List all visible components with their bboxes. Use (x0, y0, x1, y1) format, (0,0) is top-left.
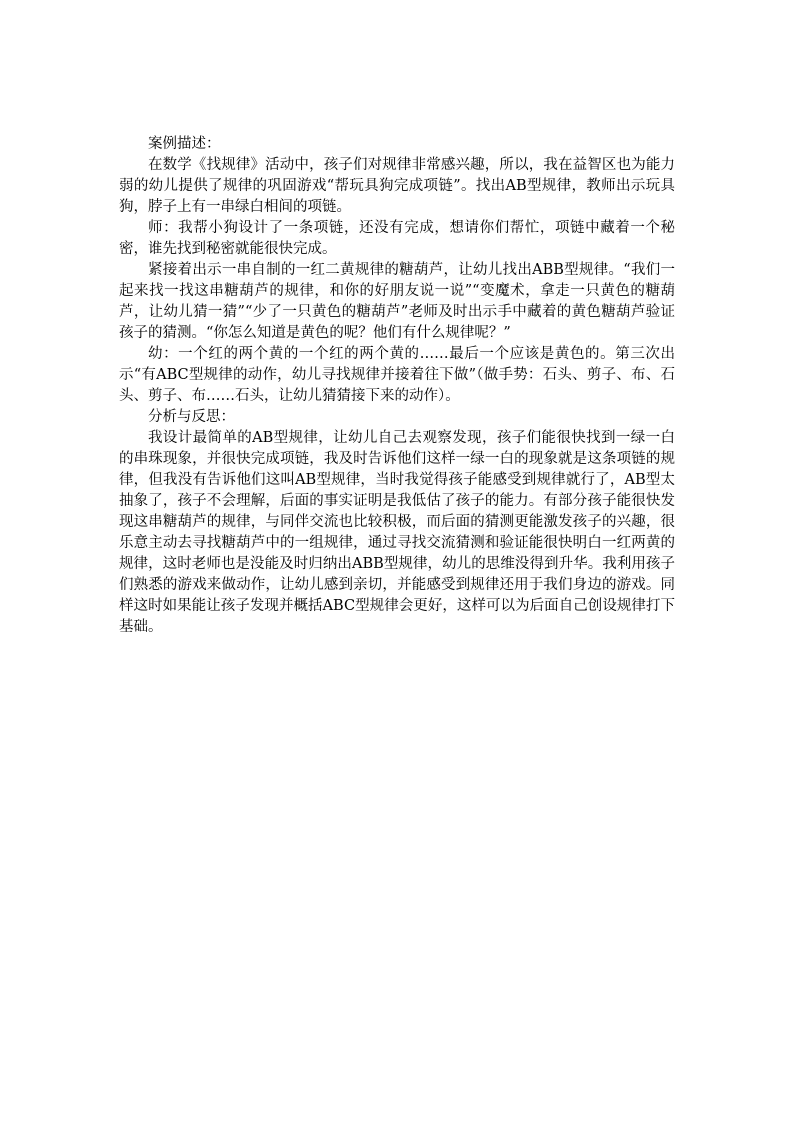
paragraph-candied-haws: 紧接着出示一串自制的一红二黄规律的糖葫芦，让幼儿找出ABB型规律。“我们一起来找一找这串糖葫芦的规律，和你的好朋友说一说”“变魔术，拿走一只黄色的糖葫芦，让幼儿猜一猜”“少了一只黄色的糖葫芦”老师及时出示手中藏着的黄色糖葫芦验证孩子的猜测。“你怎么知道是黄色的呢？他们有什么规律呢？” (119, 262, 675, 341)
paragraph-activity-intro: 在数学《找规律》活动中，孩子们对规律非常感兴趣，所以，我在益智区也为能力弱的幼儿提供了规律的巩固游戏“帮玩具狗完成项链”。找出AB型规律，教师出示玩具狗，脖子上有一串绿白相间的项链。 (119, 157, 675, 215)
section-heading-case-description: 案例描述： (148, 136, 221, 152)
section-heading-analysis: 分析与反思： (148, 409, 235, 425)
document-body (119, 134, 675, 638)
paragraph-teacher-dialogue: 师：我帮小狗设计了一条项链，还没有完成，想请你们帮忙，项链中藏着一个秘密，谁先找到秘密就能很快完成。 (119, 220, 675, 257)
paragraph-reflection: 我设计最简单的AB型规律，让幼儿自己去观察发现，孩子们能很快找到一绿一白的串珠现象，并很快完成项链，我及时告诉他们这样一绿一白的现象就是这条项链的规律，但我没有告诉他们这叫AB型规律，当时我觉得孩子能感受到规律就行了，AB型太抽象了，孩子不会理解，后面的事实证明是我低估了孩子的能力。有部分孩子能很快发现这串糖葫芦的规律，与同伴交流也比较积极，而后面的猜测更能激发孩子的兴趣，很乐意主动去寻找糖葫芦中的一组规律，通过寻找交流猜测和验证能很快明白一红两黄的规律，这时老师也是没能及时归纳出ABB型规律，幼儿的思维没得到升华。我利用孩子们熟悉的游戏来做动作，让幼儿感到亲切，并能感受到规律还用于我们身边的游戏。同样这时如果能让孩子发现并概括ABC型规律会更好，这样可以为后面自己创设规律打下基础。 (119, 430, 675, 635)
paragraph-child-response: 幼：一个红的两个黄的一个红的两个黄的……最后一个应该是黄色的。第三次出示“有ABC型规律的动作，幼儿寻找规律并接着往下做”（做手势：石头、剪子、布、石头、剪子、布……石头，让幼儿猜猜接下来的动作）。 (119, 346, 675, 404)
